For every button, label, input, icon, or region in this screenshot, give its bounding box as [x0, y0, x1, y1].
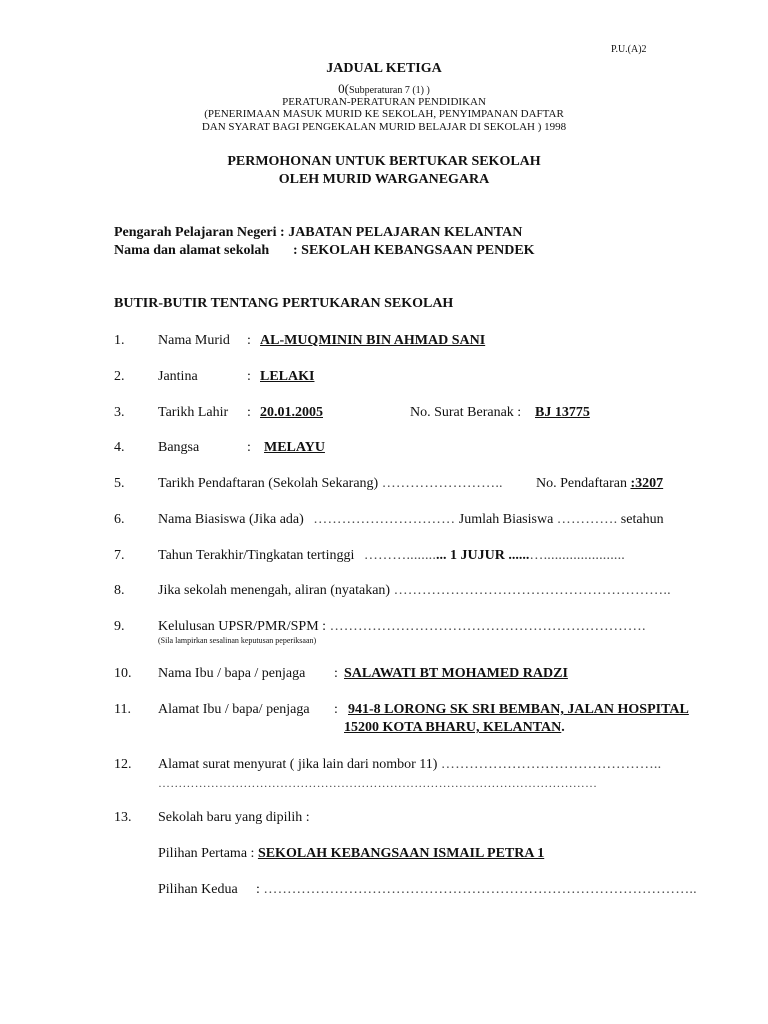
school-name-colon: : [293, 243, 298, 258]
scholarship-per-year-label: setahun [620, 512, 664, 527]
item-number-8: 8. [114, 583, 125, 598]
item-number-10: 10. [114, 666, 132, 681]
guardian-address-line1: 941-8 LORONG SK SRI BEMBAN, JALAN HOSPITAL [348, 702, 689, 717]
exam-results-dots: …………………………………………………………. [329, 619, 646, 634]
document-reference: P.U.(A)2 [611, 44, 647, 55]
section-heading: BUTIR-BUTIR TENTANG PERTUKARAN SEKOLAH [114, 296, 454, 311]
student-name-label: Nama Murid [158, 333, 230, 348]
race-label: Bangsa [158, 440, 200, 455]
registration-date-dots: …………………….. [381, 476, 503, 491]
form-title-line1: PERMOHONAN UNTUK BERTUKAR SEKOLAH [227, 154, 541, 169]
race-colon: : [247, 440, 251, 455]
subregulation-text: Subperaturan 7 (1) ) [349, 85, 430, 96]
state-director-row [114, 225, 522, 241]
registration-number-label: No. Pendaftaran [536, 476, 627, 491]
regulation-title-line3: DAN SYARAT BAGI PENGEKALAN MURID BELAJAR DI SEKOLAH ) 1998 [201, 121, 567, 133]
guardian-name-colon: : [334, 666, 338, 681]
item-number-11: 11. [114, 702, 131, 717]
last-year-value: ... 1 JUJUR ...... [436, 548, 530, 563]
item-number-12: 12. [114, 757, 132, 772]
birth-date-value: 20.01.2005 [260, 405, 323, 420]
item-number-13: 13. [114, 810, 132, 825]
mailing-address-dots-line2: ……………………………………………………………………………………………… [158, 776, 598, 790]
form-title-line2: OLEH MURID WARGANEGARA [278, 172, 490, 187]
registration-number-row [536, 476, 663, 492]
scholarship-name-label: Nama Biasiswa (Jika ada) [158, 512, 304, 527]
mailing-address-dots: ……………………………………….. [440, 757, 662, 772]
school-name-label: Nama dan alamat sekolah [114, 243, 270, 258]
registration-date-row [158, 476, 503, 492]
guardian-address-line2-row [344, 720, 565, 736]
item-number-1: 1. [114, 333, 125, 348]
item-number-2: 2. [114, 369, 125, 384]
last-year-dots-trailing: …...................... [529, 548, 625, 563]
first-choice-row [158, 846, 544, 862]
gender-colon: : [247, 369, 251, 384]
birth-date-colon: : [247, 405, 251, 420]
first-choice-value: SEKOLAH KEBANGSAAN ISMAIL PETRA 1 [257, 846, 545, 861]
gender-label: Jantina [158, 369, 198, 384]
mailing-address-row [158, 757, 661, 773]
stream-label: Jika sekolah menengah, aliran (nyatakan) [158, 583, 391, 598]
schedule-title: JADUAL KETIGA [326, 61, 442, 76]
guardian-address-label: Alamat Ibu / bapa/ penjaga [158, 702, 310, 717]
item-number-5: 5. [114, 476, 125, 491]
stream-dots: ………………………………………………….. [393, 583, 671, 598]
second-choice-colon: : [256, 882, 260, 897]
stream-row [158, 583, 671, 599]
guardian-address-line2: 15200 KOTA BHARU, KELANTAN [344, 720, 562, 735]
guardian-address-colon: : [334, 702, 338, 717]
last-year-dots: ………........ [363, 548, 437, 563]
last-year-label: Tahun Terakhir/Tingkatan tertinggi [158, 548, 355, 563]
exam-results-note: (Sila lampirkan sesalinan keputusan peperiksaan) [158, 636, 317, 645]
birth-cert-label: No. Surat Beranak : [410, 405, 522, 420]
second-choice-dots: ……………………………………………………………………………….. [263, 882, 697, 897]
mailing-address-label: Alamat surat menyurat ( jika lain dari nombor 11) [158, 757, 438, 772]
exam-results-row [158, 619, 646, 635]
new-school-label: Sekolah baru yang dipilih : [158, 810, 310, 825]
state-director-label: Pengarah Pelajaran Negeri : [114, 225, 285, 240]
scholarship-amount-label: Jumlah Biasiswa [458, 512, 554, 527]
race-value: MELAYU [264, 440, 325, 455]
second-choice-row [256, 882, 697, 898]
birth-cert-value: BJ 13775 [535, 405, 590, 420]
student-name-value: AL-MUQMININ BIN AHMAD SANI [260, 333, 486, 348]
item-number-6: 6. [114, 512, 125, 527]
registration-number-value: :3207 [630, 476, 664, 491]
gender-value: LELAKI [260, 369, 315, 384]
scholarship-row [158, 512, 664, 528]
second-choice-label: Pilihan Kedua [158, 882, 238, 897]
regulation-title-line2: (PENERIMAAN MASUK MURID KE SEKOLAH, PENYIMPANAN DAFTAR [204, 108, 564, 120]
item-number-3: 3. [114, 405, 125, 420]
state-director-value: JABATAN PELAJARAN KELANTAN [288, 225, 523, 240]
regulation-title-line1: PERATURAN-PERATURAN PENDIDIKAN [282, 96, 486, 108]
last-year-row [158, 548, 625, 564]
item-number-7: 7. [114, 548, 125, 563]
scholarship-name-dots: ………………………… [313, 512, 456, 527]
guardian-name-label: Nama Ibu / bapa / penjaga [158, 666, 306, 681]
scholarship-amount-dots: …………. [556, 512, 618, 527]
guardian-name-value: SALAWATI BT MOHAMED RADZI [344, 666, 568, 681]
subregulation-prefix: 0( [338, 81, 350, 96]
birth-date-label: Tarikh Lahir [158, 405, 229, 420]
item-number-9: 9. [114, 619, 125, 634]
exam-results-label: Kelulusan UPSR/PMR/SPM : [158, 619, 327, 634]
student-name-colon: : [247, 333, 251, 348]
first-choice-label: Pilihan Pertama : [158, 846, 255, 861]
school-name-value: SEKOLAH KEBANGSAAN PENDEK [301, 243, 535, 258]
item-number-4: 4. [114, 440, 125, 455]
guardian-address-line2-period: . [561, 720, 565, 735]
registration-date-label: Tarikh Pendaftaran (Sekolah Sekarang) [158, 476, 379, 491]
school-name-value-row [293, 243, 535, 259]
